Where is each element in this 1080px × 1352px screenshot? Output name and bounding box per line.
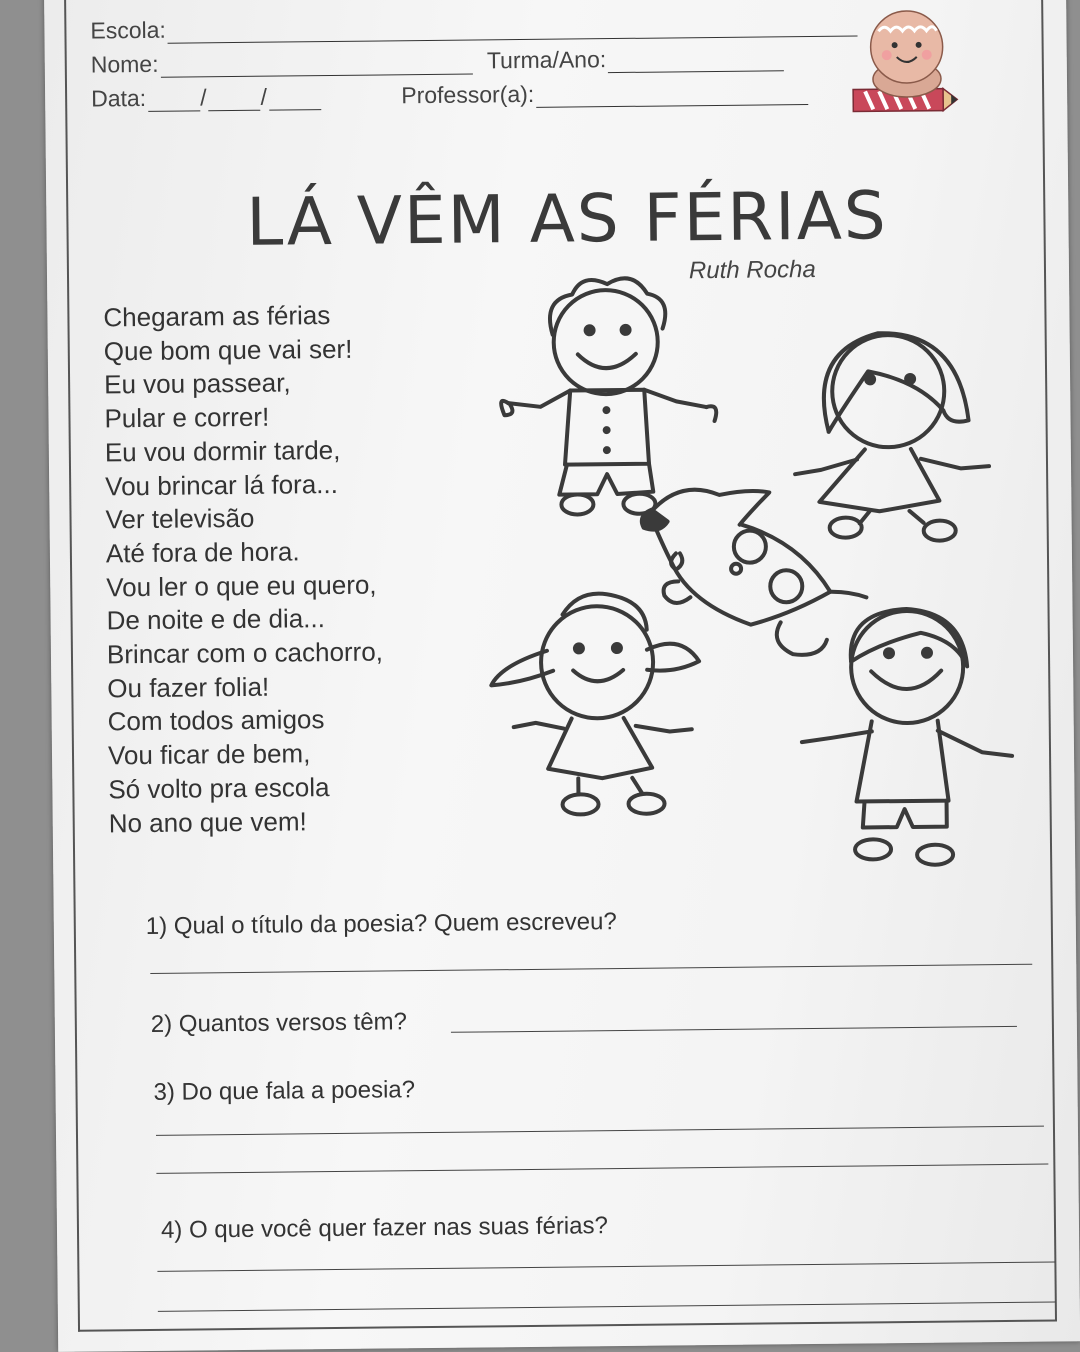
girl-short-hair-illustration: [794, 332, 990, 542]
boy-curly-hair-illustration: [500, 277, 717, 515]
poem-line: Eu vou dormir tarde,: [104, 434, 341, 468]
question-1: 1) Qual o título da poesia? Quem escreveu?: [145, 908, 617, 940]
date-sep-2: /: [260, 83, 268, 110]
girl-pigtails-illustration: [490, 593, 700, 816]
name-label: Nome:: [90, 50, 159, 78]
poem-line: Vou brincar lá fora...: [105, 468, 339, 501]
worksheet-page: [44, 0, 1080, 1352]
poem-line: Até fora de hora.: [105, 536, 300, 569]
teacher-label: Professor(a):: [401, 80, 535, 109]
poem-text: [103, 298, 469, 841]
children-playing-illustration: [447, 260, 1033, 886]
boy-short-hair-illustration: [801, 608, 1014, 866]
poem-line: No ano que vem!: [108, 805, 307, 838]
gingerbread-mascot-icon: [844, 0, 970, 121]
poem-line: Vou ficar de bem,: [107, 738, 311, 771]
question-4: 4) O que você quer fazer nas suas férias?: [160, 1212, 609, 1244]
poem-line: Que bom que vai ser!: [103, 333, 353, 367]
poem-line: De noite e de dia...: [106, 603, 326, 636]
question-2: 2) Quantos versos têm?: [150, 1008, 408, 1038]
poem-line: Com todos amigos: [107, 704, 325, 737]
poem-line: Ou fazer folia!: [107, 671, 270, 704]
poem-line: Pular e correr!: [104, 401, 270, 434]
poem-line: Ver televisão: [105, 503, 255, 535]
class-label: Turma/Ano:: [486, 46, 607, 74]
poem-title: LÁ VÊM AS FÉRIAS: [246, 177, 889, 261]
poem-author: Ruth Rocha: [688, 255, 816, 285]
poem-line: Chegaram as férias: [103, 300, 331, 333]
poem-line: Vou ler o que eu quero,: [106, 569, 377, 603]
poem-line: Só volto pra escola: [108, 771, 330, 805]
school-label: Escola:: [90, 16, 166, 44]
dog-illustration: [641, 488, 867, 657]
date-sep-1: /: [199, 84, 207, 111]
date-label: Data:: [91, 84, 147, 112]
poem-line: Brincar com o cachorro,: [106, 636, 384, 670]
question-3: 3) Do que fala a poesia?: [153, 1076, 416, 1106]
poem-line: Eu vou passear,: [103, 367, 291, 400]
